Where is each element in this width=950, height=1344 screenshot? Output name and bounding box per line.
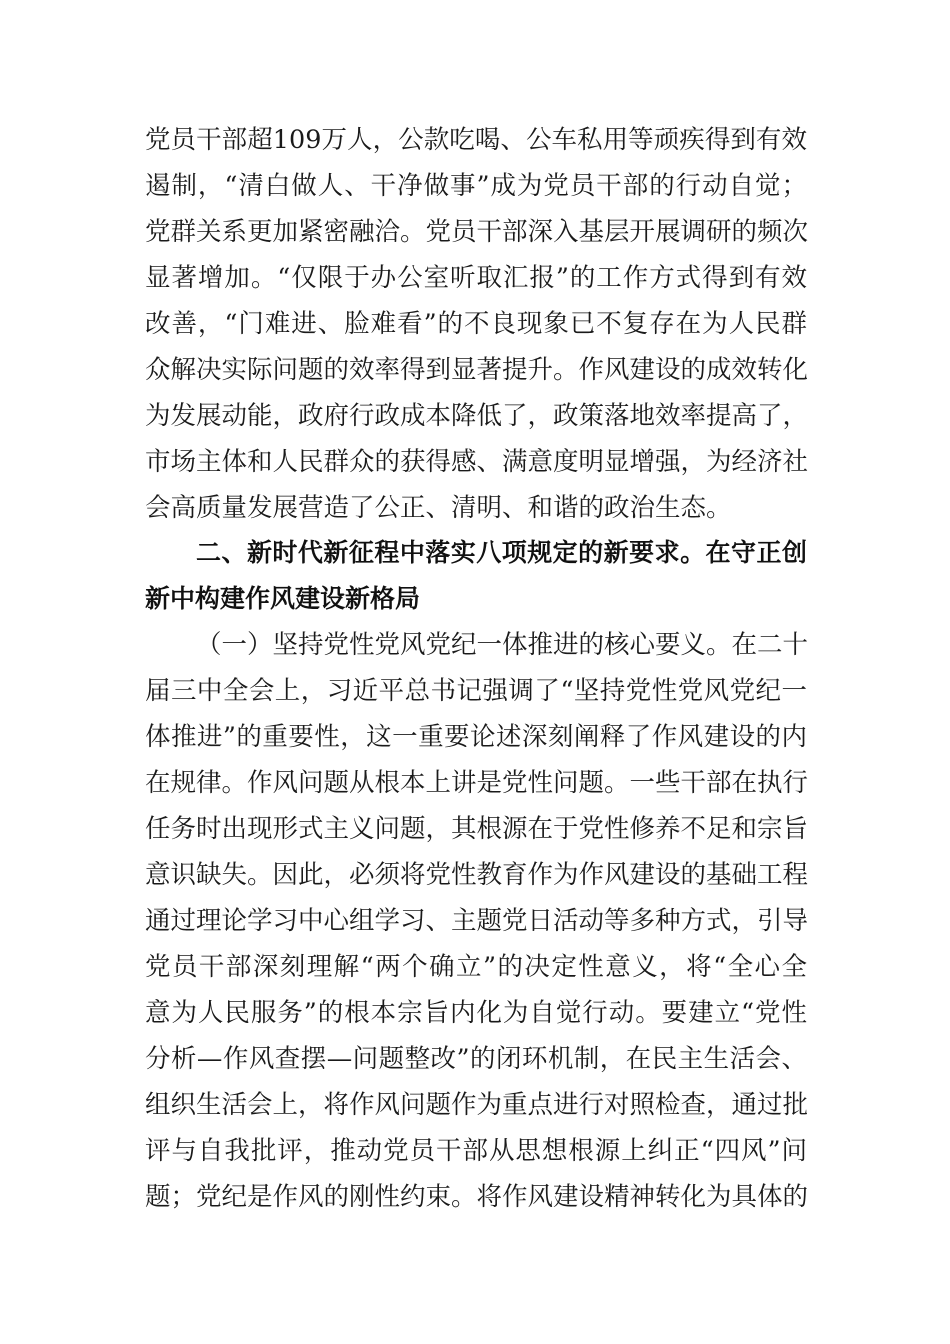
body-text-line: 会高质量发展营造了公正、清明、和谐的政治生态。 — [145, 493, 732, 523]
body-text-line: 在规律。作风问题从根本上讲是党性问题。一些干部在执行 — [145, 768, 809, 798]
body-text-line: 组织生活会上，将作风问题作为重点进行对照检查，通过批 — [145, 1090, 809, 1120]
section-heading: 新中构建作风建设新格局 — [145, 584, 421, 613]
body-text-line: 意识缺失。因此，必须将党性教育作为作风建设的基础工程 — [145, 860, 809, 890]
body-text-line: 遏制，“清白做人、干净做事”成为党员干部的行动自觉； — [145, 171, 807, 201]
body-text-line: 评与自我批评，推动党员干部从思想根源上纠正“四风”问 — [145, 1136, 807, 1166]
body-text-line: 众解决实际问题的效率得到显著提升。作风建设的成效转化 — [145, 355, 809, 385]
body-text-line: 届三中全会上，习近平总书记强调了“坚持党性党风党纪一 — [145, 676, 807, 706]
body-text-line: 任务时出现形式主义问题，其根源在于党性修养不足和宗旨 — [145, 814, 809, 844]
body-text-line: 体推进”的重要性，这一重要论述深刻阐释了作风建设的内 — [145, 722, 807, 752]
body-text-line: 改善，“门难进、脸难看”的不良现象已不复存在为人民群 — [145, 309, 807, 339]
body-text-line: 为发展动能，政府行政成本降低了，政策落地效率提高了， — [145, 401, 809, 431]
body-text-line: 党员干部超109万人，公款吃喝、公车私用等顽疾得到有效 — [145, 125, 807, 155]
body-text-line: 通过理论学习中心组学习、主题党日活动等多种方式，引导 — [145, 906, 809, 936]
subsection-title-line: （一）坚持党性党风党纪一体推进的核心要义。在二十 — [196, 630, 809, 660]
body-text-line: 显著增加。“仅限于办公室听取汇报”的工作方式得到有效 — [145, 263, 807, 293]
body-text-line: 党员干部深刻理解“两个确立”的决定性意义，将“全心全 — [145, 952, 807, 982]
body-text-line: 意为人民服务”的根本宗旨内化为自觉行动。要建立“党性 — [145, 998, 807, 1028]
body-text-line: 分析—作风查摆—问题整改”的闭环机制，在民主生活会、 — [145, 1044, 807, 1074]
body-text-line: 题；党纪是作风的刚性约束。将作风建设精神转化为具体的 — [145, 1182, 809, 1212]
section-heading: 二、新时代新征程中落实八项规定的新要求。在守正创 — [196, 538, 807, 567]
body-text-line: 党群关系更加紧密融洽。党员干部深入基层开展调研的频次 — [145, 217, 809, 247]
body-text-line: 市场主体和人民群众的获得感、满意度明显增强，为经济社 — [145, 447, 809, 477]
